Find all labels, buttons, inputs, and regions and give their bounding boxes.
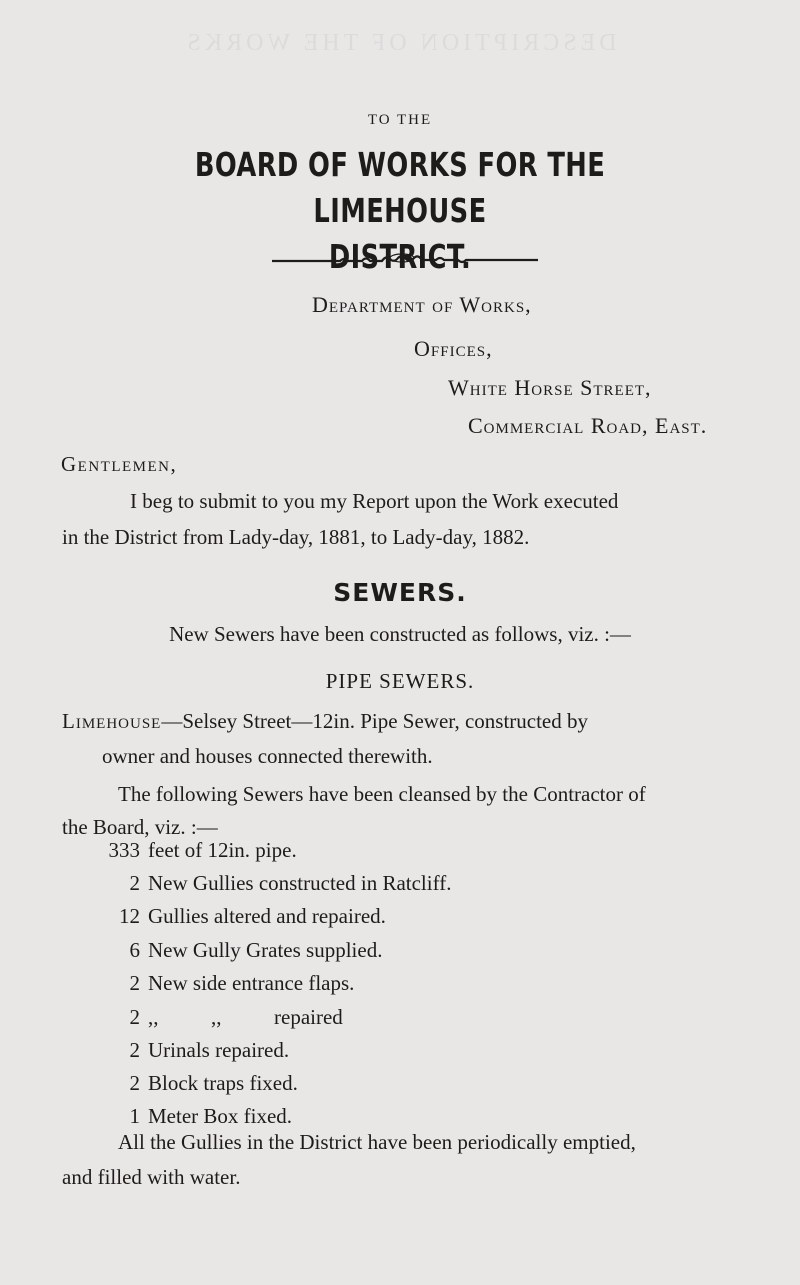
limehouse-line-1 — [62, 703, 588, 739]
item-quantity: 1 — [129, 1104, 140, 1128]
title-line-1: BOARD OF WORKS FOR THE LIMEHOUSE — [194, 145, 606, 230]
list-item — [106, 1038, 289, 1063]
list-item — [106, 904, 386, 929]
item-description: New side entrance flaps. — [148, 971, 355, 995]
item-description: feet of 12in. pipe. — [148, 838, 297, 862]
item-description: New Gullies constructed in Ratcliff. — [148, 871, 452, 895]
address-line-1: Department of Works, — [312, 292, 532, 317]
address-line-3: White Horse Street, — [448, 375, 652, 400]
item-quantity: 6 — [129, 938, 140, 962]
title-line-2: DISTRICT. — [328, 237, 472, 276]
item-quantity: 333 — [108, 838, 140, 862]
limehouse-line-2: owner and houses connected therewith. — [102, 744, 433, 768]
pipe-sewers-heading: PIPE SEWERS. — [325, 669, 475, 693]
item-description: ,, ,, repaired — [148, 1005, 343, 1029]
salutation: Gentlemen, — [61, 452, 178, 476]
closing-line-2: and filled with water. — [62, 1165, 241, 1189]
item-quantity: 2 — [129, 971, 140, 995]
item-description: Block traps fixed. — [148, 1071, 298, 1095]
item-description: Urinals repaired. — [148, 1038, 290, 1062]
intro-line-2: in the District from Lady-day, 1881, to Lady-day, 1882. — [62, 525, 530, 549]
item-quantity: 2 — [129, 1005, 140, 1029]
to-the-line: TO THE — [367, 112, 433, 128]
item-quantity: 2 — [129, 1071, 140, 1095]
closing-line-1: All the Gullies in the District have been periodically emptied, — [118, 1130, 636, 1154]
cleansed-line-1: The following Sewers have been cleansed by the Contractor of — [118, 782, 646, 806]
list-item — [106, 1005, 343, 1030]
address-line-4: Commercial Road, East. — [468, 413, 708, 438]
item-description: Meter Box fixed. — [148, 1104, 293, 1128]
limehouse-text: —Selsey Street—12in. Pipe Sewer, constructed by — [161, 709, 588, 733]
item-quantity: 12 — [119, 904, 140, 928]
address-line-2: Offices, — [414, 336, 493, 361]
list-item — [106, 871, 451, 896]
item-quantity: 2 — [129, 1038, 140, 1062]
item-quantity: 2 — [129, 871, 140, 895]
cleansed-line-2: the Board, viz. :— — [62, 815, 218, 839]
item-description: New Gully Grates supplied. — [148, 938, 383, 962]
intro-line-1: I beg to submit to you my Report upon the Work executed — [130, 489, 619, 513]
list-item — [106, 971, 354, 996]
item-description: Gullies altered and repaired. — [148, 904, 386, 928]
list-item — [106, 1071, 298, 1096]
ornament-divider-icon — [270, 250, 540, 270]
new-sewers-text: New Sewers have been constructed as follows, viz. :— — [169, 622, 631, 646]
list-item — [106, 838, 297, 863]
sewers-heading: SEWERS. — [333, 578, 467, 607]
bleed-through-text: DESCRIPTION OF THE WORKS — [183, 30, 617, 56]
limehouse-label: Limehouse — [62, 709, 162, 733]
list-item — [106, 938, 382, 963]
